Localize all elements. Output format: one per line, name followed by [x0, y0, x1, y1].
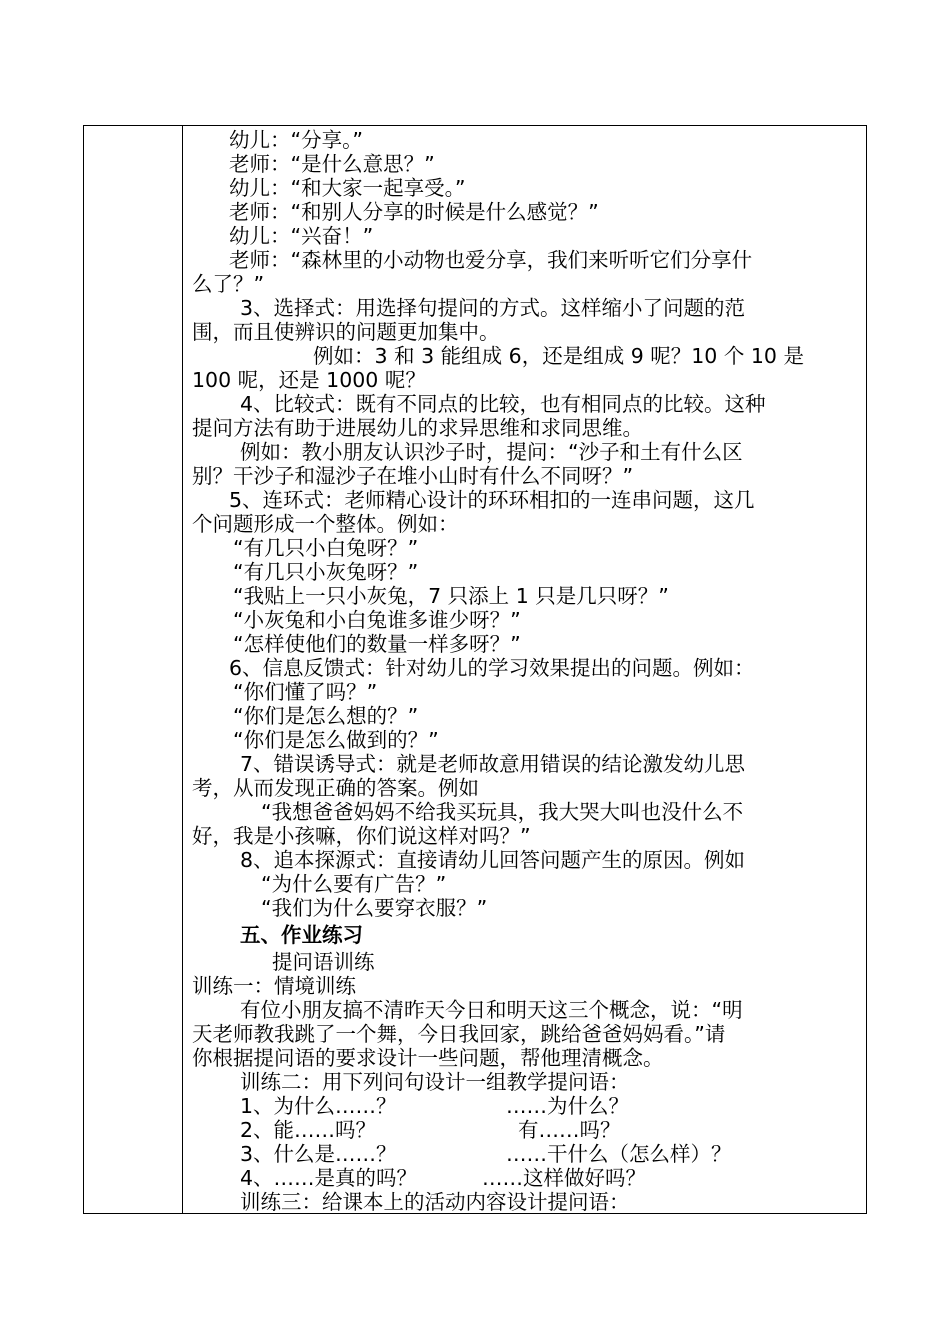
text-line: 幼儿：“分享。” — [229, 128, 363, 152]
text-line: “我贴上一只小灰兔，7 只添上 1 只是几只呀？” — [233, 584, 669, 608]
text-line: 4、比较式：既有不同点的比较，也有相同点的比较。这种 — [240, 392, 766, 416]
section-heading: 五、作业练习 — [240, 923, 363, 947]
text-line: 幼儿：“和大家一起享受。” — [229, 176, 466, 200]
text-line: 提问方法有助于进展幼儿的求异思维和求同思维。 — [192, 416, 643, 440]
text-line: 例如：3 和 3 能组成 6，还是组成 9 呢？10 个 10 是 — [313, 344, 804, 368]
column-divider — [182, 126, 183, 1213]
text-line: 7、错误诱导式：就是老师故意用错误的结论激发幼儿思 — [240, 752, 746, 776]
text-line: 老师：“森林里的小动物也爱分享，我们来听听它们分享什 — [229, 248, 753, 272]
text-line: 有……吗？ — [518, 1118, 621, 1142]
text-line: 天老师教我跳了一个舞，今日我回家，跳给爸爸妈妈看。”请 — [192, 1022, 726, 1046]
text-line: “你们是怎么想的？” — [233, 704, 419, 728]
text-line: 围，而且使辨识的问题更加集中。 — [192, 320, 500, 344]
text-line: 个问题形成一个整体。例如： — [192, 512, 459, 536]
text-line: 训练二：用下列问句设计一组教学提问语： — [240, 1070, 630, 1094]
subheading: 提问语训练 — [272, 950, 375, 974]
text-line: 2、能……吗？ — [240, 1118, 377, 1142]
text-line: 别？干沙子和湿沙子在堆小山时有什么不同呀？” — [192, 464, 634, 488]
text-line: 例如：教小朋友认识沙子时，提问：“沙子和土有什么区 — [240, 440, 743, 464]
text-line: “你们是怎么做到的？” — [233, 728, 439, 752]
text-line: 1、为什么……？ — [240, 1094, 397, 1118]
text-line: “为什么要有广告？” — [261, 872, 447, 896]
text-line: “怎样使他们的数量一样多呀？” — [233, 632, 521, 656]
text-line: 3、选择式：用选择句提问的方式。这样缩小了问题的范 — [240, 296, 746, 320]
text-line: 训练三：给课本上的活动内容设计提问语： — [240, 1190, 630, 1214]
text-line: 6、信息反馈式：针对幼儿的学习效果提出的问题。例如： — [229, 656, 755, 680]
text-line: ……这样做好吗？ — [482, 1166, 646, 1190]
text-line: 好，我是小孩嘛，你们说这样对吗？” — [192, 824, 531, 848]
text-line: “我们为什么要穿衣服？” — [261, 896, 488, 920]
text-line: 老师：“是什么意思？” — [229, 152, 435, 176]
text-line: 么了？” — [192, 272, 265, 296]
text-line: 有位小朋友搞不清昨天今日和明天这三个概念，说：“明 — [240, 998, 743, 1022]
text-line: ……干什么（怎么样）？ — [506, 1142, 732, 1166]
text-line: 老师：“和别人分享的时候是什么感觉？” — [229, 200, 599, 224]
text-line: “有几只小灰兔呀？” — [233, 560, 419, 584]
text-line: 3、什么是……？ — [240, 1142, 397, 1166]
text-line: 8、追本探源式：直接请幼儿回答问题产生的原因。例如 — [240, 848, 746, 872]
text-line: 4、……是真的吗？ — [240, 1166, 418, 1190]
text-line: 你根据提问语的要求设计一些问题，帮他理清概念。 — [192, 1046, 664, 1070]
text-line: “有几只小白兔呀？” — [233, 536, 419, 560]
text-line: 考，从而发现正确的答案。例如 — [192, 776, 479, 800]
text-line: “你们懂了吗？” — [233, 680, 378, 704]
text-line: 幼儿：“兴奋！” — [229, 224, 374, 248]
text-line: “我想爸爸妈妈不给我买玩具，我大哭大叫也没什么不 — [261, 800, 744, 824]
text-line: 5、连环式：老师精心设计的环环相扣的一连串问题，这几 — [229, 488, 755, 512]
text-line: “小灰兔和小白兔谁多谁少呀？” — [233, 608, 521, 632]
text-line: 训练一：情境训练 — [192, 974, 356, 998]
text-line: 100 呢，还是 1000 呢？ — [192, 368, 426, 392]
text-line: ……为什么？ — [506, 1094, 629, 1118]
